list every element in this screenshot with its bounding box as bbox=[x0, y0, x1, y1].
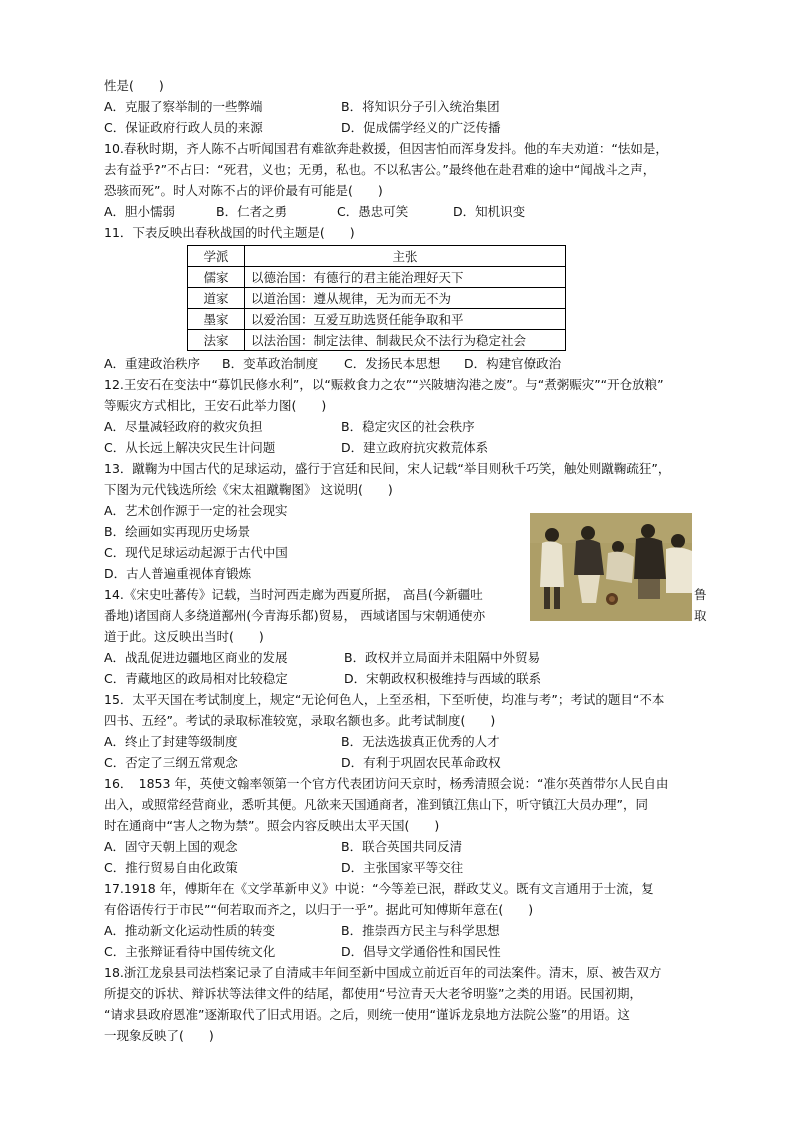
q11-stem: 11．下表反映出春秋战国的时代主题是( ) bbox=[104, 225, 355, 240]
q12-option-c: C．从长远上解决灾民生计问题 bbox=[104, 440, 276, 455]
q16-option-d: D．主张国家平等交往 bbox=[341, 860, 464, 875]
q9-option-c: C．保证政府行政人员的来源 bbox=[104, 120, 263, 135]
table-row bbox=[188, 267, 566, 288]
q9-stem-tail: 性是( ) bbox=[104, 78, 164, 93]
table-header-row bbox=[188, 246, 566, 267]
table-header-cell: 主张 bbox=[245, 246, 566, 267]
q17-option-c: C．主张辩证看待中国传统文化 bbox=[104, 944, 276, 959]
q10-stem-line: 去有益乎?”不占曰：“死君，义也；无勇，私也。不以私害公。”最终他在赴君难的途中“闻战斗之声， bbox=[104, 162, 656, 177]
q11-option-a: A．重建政治秩序 bbox=[104, 356, 201, 371]
q14-stem-line: 道于此。这反映出当时( ) bbox=[104, 629, 264, 644]
q14-option-d: D．宋朝政权积极维持与西域的联系 bbox=[344, 671, 542, 686]
q12-option-a: A．尽量减轻政府的救灾负担 bbox=[104, 419, 263, 434]
cuju-painting-image bbox=[530, 513, 692, 621]
q9-option-d: D．促成儒学经义的广泛传播 bbox=[341, 120, 501, 135]
q13-option-a: A．艺术创作源于一定的社会现实 bbox=[104, 503, 288, 518]
q13-option-b: B．绘画如实再现历史场景 bbox=[104, 524, 251, 539]
q10-option-b: B．仁者之勇 bbox=[216, 204, 288, 219]
q11-option-c: C．发扬民本思想 bbox=[344, 356, 441, 371]
table-cell: 以法治国：制定法律、制裁民众不法行为稳定社会 bbox=[245, 330, 566, 351]
q14-stem-line: 番地)诸国商人多绕道鄯州(今青海乐都)贸易， 西域诸国与宋朝通使亦 bbox=[104, 608, 486, 623]
table-header-cell: 学派 bbox=[188, 246, 245, 267]
q13-option-c: C．现代足球运动起源于古代中国 bbox=[104, 545, 288, 560]
q18-stem-line: 一现象反映了( ) bbox=[104, 1028, 214, 1043]
table-row bbox=[188, 288, 566, 309]
q17-option-a: A．推动新文化运动性质的转变 bbox=[104, 923, 276, 938]
q11-option-b: B．变革政治制度 bbox=[222, 356, 319, 371]
q13-stem-line: 下图为元代钱选所绘《宋太祖蹴鞠图》 这说明( ) bbox=[104, 482, 393, 497]
q15-option-a: A．终止了封建等级制度 bbox=[104, 734, 238, 749]
table-cell: 道家 bbox=[188, 288, 245, 309]
q16-stem-line: 出入，或照常经营商业，悉听其便。凡欲来天国通商者，准到镇江焦山下，听守镇江大员办理”，同 bbox=[104, 797, 648, 812]
q16-option-b: B．联合英国共同反清 bbox=[341, 839, 463, 854]
q14-option-b: B．政权并立局面并未阻隔中外贸易 bbox=[344, 650, 541, 665]
q11-option-d: D．构建官僚政治 bbox=[464, 356, 562, 371]
q13-stem-line: 13．蹴鞠为中国古代的足球运动，盛行于宫廷和民间，宋人记载“举目则秋千巧笑，触处则蹴鞠疏狂”， bbox=[104, 461, 671, 476]
q9-option-b: B．将知识分子引入统治集团 bbox=[341, 99, 500, 114]
table-cell: 墨家 bbox=[188, 309, 245, 330]
q14-stem-line-end: 取 bbox=[694, 608, 707, 623]
q17-stem-line: 17.1918 年，傅斯年在《文学革新申义》中说：“今等差已泯，群政艾义。既有文言通用于士流，复 bbox=[104, 881, 654, 896]
q12-option-b: B．稳定灾区的社会秩序 bbox=[341, 419, 475, 434]
q12-stem-line: 12.王安石在变法中“募饥民修水利”，以“赈救食力之农”“兴陂塘沟港之废”。与“煮粥赈灾”“开仓放粮” bbox=[104, 377, 664, 392]
q10-option-d: D．知机识变 bbox=[453, 204, 526, 219]
q15-option-d: D．有利于巩固农民革命政权 bbox=[341, 755, 501, 770]
table-cell: 以道治国：遵从规律，无为而无不为 bbox=[245, 288, 566, 309]
q16-stem-line: 16． 1853 年，英使文翰率领第一个官方代表团访问天京时，杨秀清照会说：“准尔英酋带尔人民自由 bbox=[104, 776, 669, 791]
q16-stem-line: 时在通商中“害人之物为禁”。照会内容反映出太平天国( ) bbox=[104, 818, 440, 833]
q16-option-c: C．推行贸易自由化政策 bbox=[104, 860, 238, 875]
q18-stem-line: 18.浙江龙泉县司法档案记录了自清咸丰年间至新中国成立前近百年的司法案件。清末，原、被告双方 bbox=[104, 965, 662, 980]
q18-stem-line: “请求县政府恩准”逐渐取代了旧式用语。之后，则统一使用“谨诉龙泉地方法院公鉴”的用语。这 bbox=[104, 1007, 630, 1022]
q17-stem-line: 有俗语传行于市民”“何若取而齐之，以归于一乎”。据此可知傅斯年意在( ) bbox=[104, 902, 534, 917]
table-cell: 以德治国：有德行的君主能治理好天下 bbox=[245, 267, 566, 288]
q17-option-d: D．倡导文学通俗性和国民性 bbox=[341, 944, 501, 959]
table-cell: 儒家 bbox=[188, 267, 245, 288]
q13-option-d: D．古人普遍重视体育锻炼 bbox=[104, 566, 252, 581]
q17-option-b: B．推崇西方民主与科学思想 bbox=[341, 923, 500, 938]
q14-stem-line: 14.《宋史吐蕃传》记载，当时河西走廊为西夏所据， 高昌(今新疆吐 bbox=[104, 587, 483, 602]
q16-option-a: A．固守天朝上国的观念 bbox=[104, 839, 238, 854]
q11-table bbox=[187, 245, 566, 351]
q14-option-a: A．战乱促进边疆地区商业的发展 bbox=[104, 650, 288, 665]
q12-stem-line: 等赈灾方式相比，王安石此举力图( ) bbox=[104, 398, 327, 413]
q18-stem-line: 所提交的诉状、辩诉状等法律文件的结尾，都使用“号泣青天大老爷明鉴”之类的用语。民国初期， bbox=[104, 986, 642, 1001]
q12-option-d: D．建立政府抗灾救荒体系 bbox=[341, 440, 489, 455]
table-cell: 以爱治国：互爱互助选贤任能争取和平 bbox=[245, 309, 566, 330]
q10-stem-line: 10.春秋时期，齐人陈不占听闻国君有难欲奔赴救援，但因害怕而浑身发抖。他的车夫劝道：“怯如是， bbox=[104, 141, 668, 156]
table-row bbox=[188, 330, 566, 351]
q9-option-a: A．克服了察举制的一些弊端 bbox=[104, 99, 263, 114]
q14-option-c: C．青藏地区的政局相对比较稳定 bbox=[104, 671, 288, 686]
q10-option-c: C．愚忠可笑 bbox=[337, 204, 409, 219]
table-row bbox=[188, 309, 566, 330]
table-cell: 法家 bbox=[188, 330, 245, 351]
q10-option-a: A．胆小懦弱 bbox=[104, 204, 176, 219]
q14-stem-line-end: 鲁 bbox=[694, 587, 707, 602]
q15-option-b: B．无法选拔真正优秀的人才 bbox=[341, 734, 500, 749]
q15-option-c: C．否定了三纲五常观念 bbox=[104, 755, 238, 770]
q15-stem-line: 15．太平天国在考试制度上，规定“无论何色人，上至丞相，下至听使，均准与考”；考试的题目“不本 bbox=[104, 692, 665, 707]
q15-stem-line: 四书、五经”。考试的录取标准较宽，录取名额也多。此考试制度( ) bbox=[104, 713, 496, 728]
q10-stem-line: 恐骇而死”。时人对陈不占的评价最有可能是( ) bbox=[104, 183, 383, 198]
